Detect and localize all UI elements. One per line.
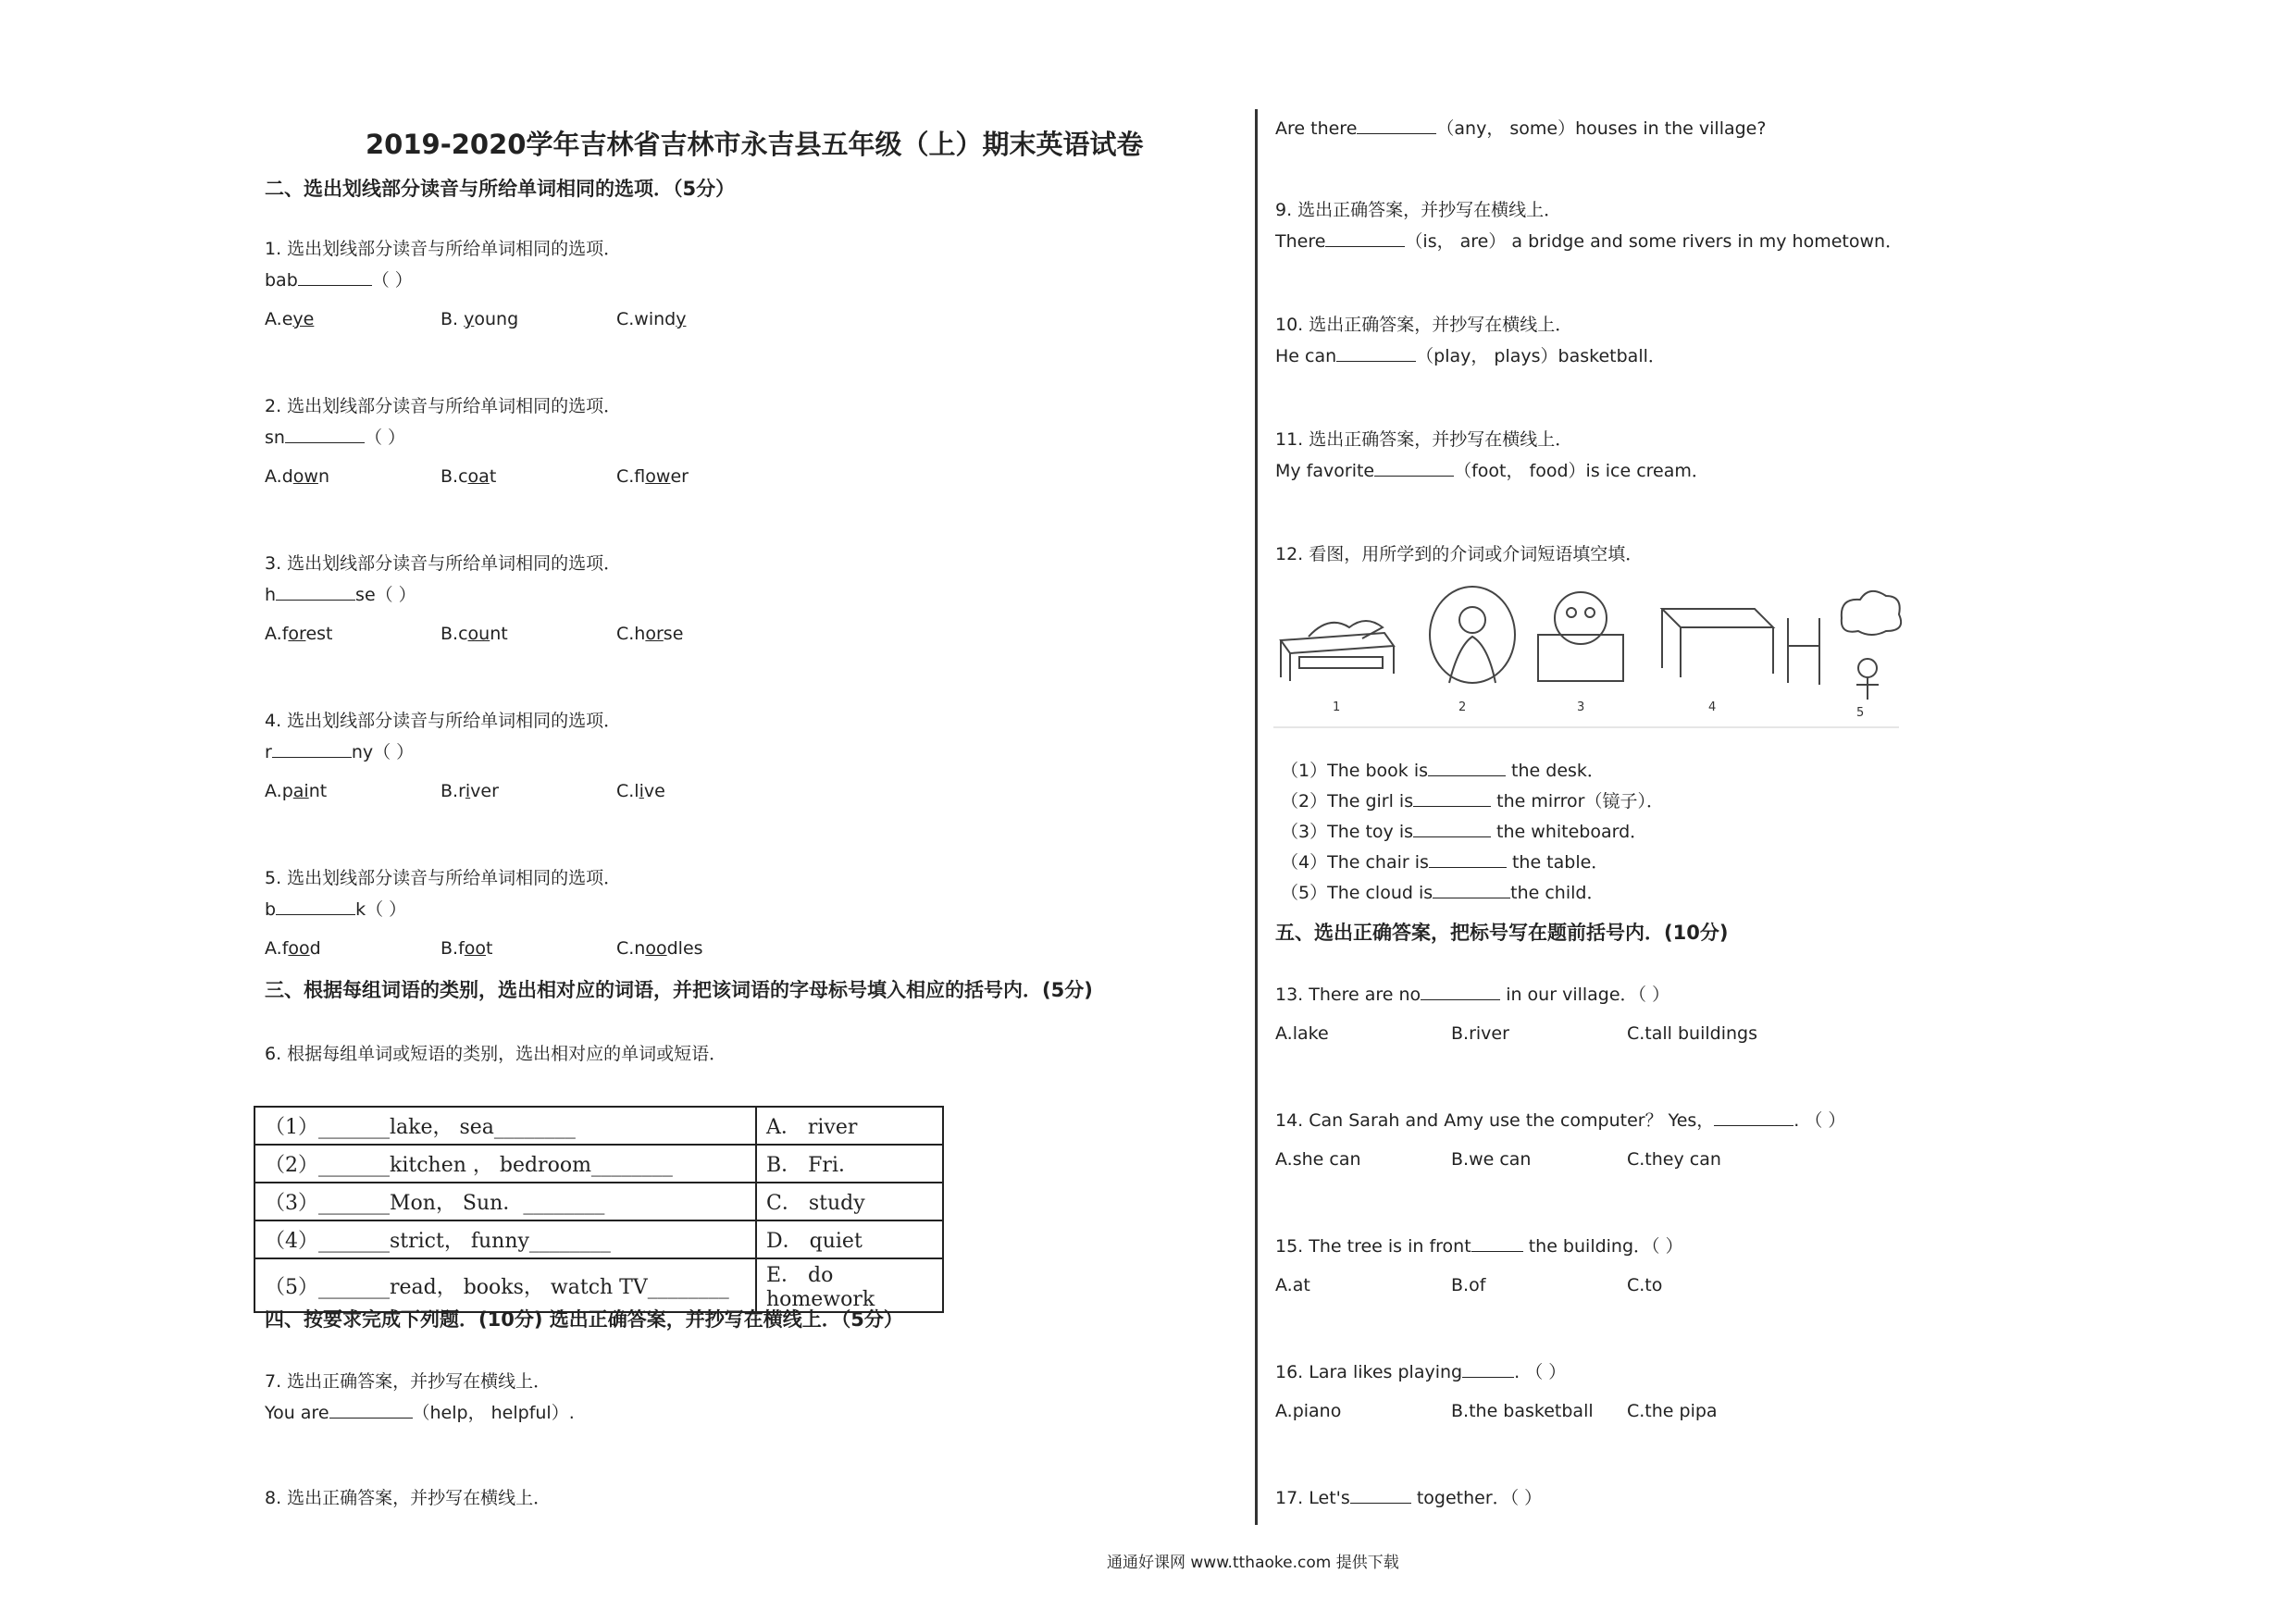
- table-row: [254, 1145, 943, 1183]
- q17-stem: 17. Let's together．（ ）: [1275, 1488, 1543, 1508]
- q9-sentence: There （is， are） a bridge and some rivers in my hometown．: [1275, 231, 1904, 252]
- q17-blank[interactable]: [1350, 1486, 1411, 1504]
- section-5-heading: 五、选出正确答案，把标号写在题前括号内．(10分): [1275, 922, 1729, 944]
- q4-word: r ny（ ）: [265, 742, 415, 762]
- q1-option-b[interactable]: B. young: [441, 309, 519, 329]
- q2-option-a[interactable]: A.down: [265, 466, 329, 487]
- table-cell-left: （3）_______Mon， Sun．________: [254, 1183, 756, 1220]
- q15-option-a[interactable]: A.at: [1275, 1275, 1310, 1295]
- q1-stem: 1. 选出划线部分读音与所给单词相同的选项．: [265, 239, 622, 259]
- q15-stem: 15. The tree is in front the building．（ ）: [1275, 1236, 1683, 1257]
- q12-blank-5[interactable]: [1433, 881, 1510, 898]
- q12-blank-1[interactable]: [1428, 759, 1506, 776]
- q3-option-c[interactable]: C.horse: [616, 624, 684, 644]
- q12-blank-4[interactable]: [1429, 850, 1507, 868]
- q7-blank[interactable]: [329, 1401, 413, 1419]
- q1-option-c[interactable]: C.windy: [616, 309, 687, 329]
- q4-blank[interactable]: [272, 740, 352, 758]
- page-title: 2019-2020学年吉林省吉林市永吉县五年级（上）期末英语试卷: [366, 129, 1144, 160]
- q9-stem: 9. 选出正确答案，并抄写在横线上．: [1275, 200, 1562, 220]
- q3-option-b[interactable]: B.count: [441, 624, 508, 644]
- q3-option-a[interactable]: A.forest: [265, 624, 333, 644]
- table-cell-right: B． Fri．: [756, 1145, 943, 1183]
- q4-option-c[interactable]: C.live: [616, 781, 665, 801]
- q2-option-b[interactable]: B.coat: [441, 466, 497, 487]
- toy-whiteboard-picture: [1538, 592, 1623, 681]
- q3-blank[interactable]: [276, 583, 355, 601]
- table-cell-left: （4）_______strict， funny________: [254, 1220, 756, 1258]
- q3-word: h se（ ）: [265, 585, 416, 605]
- q4-stem: 4. 选出划线部分读音与所给单词相同的选项．: [265, 711, 622, 731]
- table-cell-left: （5）_______read， books， watch TV________: [254, 1258, 756, 1312]
- q12-blank-2[interactable]: [1413, 789, 1491, 807]
- q10-blank[interactable]: [1336, 344, 1416, 362]
- pic-label-5: 5: [1856, 706, 1865, 720]
- q13-option-a[interactable]: A.lake: [1275, 1023, 1329, 1044]
- q12-line-2: （2）The girl is the mirror（镜子）．: [1281, 791, 1664, 812]
- q11-sentence: My favorite （foot， food）is ice cream．: [1275, 461, 1709, 481]
- q16-option-a[interactable]: A.piano: [1275, 1401, 1342, 1421]
- q10-sentence: He can （play， plays）basketball．: [1275, 346, 1666, 366]
- q5-blank[interactable]: [276, 898, 355, 915]
- q1-option-a[interactable]: A.eye: [265, 309, 315, 329]
- q12-picture-strip: [1273, 581, 1903, 729]
- q2-stem: 2. 选出划线部分读音与所给单词相同的选项．: [265, 396, 622, 416]
- q5-stem: 5. 选出划线部分读音与所给单词相同的选项．: [265, 868, 622, 888]
- q1-blank[interactable]: [298, 268, 372, 286]
- q5-option-c[interactable]: C.noodles: [616, 938, 703, 959]
- q14-option-b[interactable]: B.we can: [1451, 1149, 1532, 1170]
- table-cell-right: D． quiet: [756, 1220, 943, 1258]
- q13-stem: 13. There are no in our village．（ ）: [1275, 985, 1670, 1005]
- q5-option-a[interactable]: A.food: [265, 938, 321, 959]
- q8-blank[interactable]: [1357, 117, 1436, 134]
- table-row: [254, 1107, 943, 1145]
- q2-option-c[interactable]: C.flower: [616, 466, 689, 487]
- girl-mirror-picture: [1430, 587, 1515, 683]
- section-3-heading: 三、根据每组词语的类别，选出相对应的词语，并把该词语的字母标号填入相应的括号内．(5分): [265, 979, 1093, 1001]
- q16-blank[interactable]: [1462, 1360, 1514, 1378]
- q15-blank[interactable]: [1471, 1234, 1523, 1252]
- q12-line-4: （4）The chair is the table．: [1281, 852, 1609, 873]
- pic-label-2: 2: [1458, 700, 1467, 714]
- q6-stem: 6. 根据每组单词或短语的类别，选出相对应的单词或短语．: [265, 1044, 727, 1064]
- q2-word: sn （ ）: [265, 427, 405, 448]
- q9-blank[interactable]: [1325, 229, 1405, 247]
- q13-option-c[interactable]: C.tall buildings: [1627, 1023, 1757, 1044]
- q14-option-a[interactable]: A.she can: [1275, 1149, 1361, 1170]
- q8-sentence: Are there （any， some）houses in the village?: [1275, 118, 1767, 139]
- q7-sentence: You are （help， helpful）.: [265, 1403, 575, 1423]
- q16-option-c[interactable]: C.the pipa: [1627, 1401, 1718, 1421]
- pic-label-3: 3: [1577, 700, 1585, 714]
- q15-option-c[interactable]: C.to: [1627, 1275, 1663, 1295]
- table-row: [254, 1183, 943, 1220]
- q5-word: b k（ ）: [265, 899, 407, 920]
- q12-blank-3[interactable]: [1413, 820, 1491, 837]
- q12-line-3: （3）The toy is the whiteboard．: [1281, 822, 1648, 842]
- table-chair-picture: [1662, 609, 1819, 685]
- q5-option-b[interactable]: B.foot: [441, 938, 493, 959]
- section-2-heading: 二、选出划线部分读音与所给单词相同的选项．（5分）: [265, 178, 736, 200]
- q3-stem: 3. 选出划线部分读音与所给单词相同的选项．: [265, 553, 622, 574]
- pic-label-4: 4: [1708, 700, 1717, 714]
- section-4-heading: 四、按要求完成下列题．(10分) 选出正确答案，并抄写在横线上．（5分）: [265, 1308, 903, 1331]
- q16-stem: 16. Lara likes playing . （ ）: [1275, 1362, 1567, 1382]
- q4-option-b[interactable]: B.river: [441, 781, 499, 801]
- q1-word: bab （ ）: [265, 270, 413, 291]
- q8-stem: 8. 选出正确答案，并抄写在横线上．: [265, 1488, 552, 1508]
- q11-stem: 11. 选出正确答案，并抄写在横线上．: [1275, 429, 1573, 450]
- q12-line-1: （1）The book is the desk．: [1281, 761, 1605, 781]
- q13-option-b[interactable]: B.river: [1451, 1023, 1509, 1044]
- q13-blank[interactable]: [1421, 983, 1500, 1000]
- table-row: [254, 1220, 943, 1258]
- q14-blank[interactable]: [1714, 1109, 1793, 1126]
- q11-blank[interactable]: [1374, 459, 1454, 477]
- table-cell-left: （2）_______kitchen ， bedroom________: [254, 1145, 756, 1183]
- page-footer: 通通好课网 www.tthaoke.com 提供下载: [1107, 1554, 1399, 1572]
- pic-label-1: 1: [1333, 700, 1341, 714]
- q14-stem: 14. Can Sarah and Amy use the computer？ Yes， . （ ）: [1275, 1110, 1846, 1131]
- table-cell-left: （1）_______lake， sea________: [254, 1107, 756, 1145]
- word-category-table: [254, 1106, 944, 1313]
- q14-option-c[interactable]: C.they can: [1627, 1149, 1721, 1170]
- desk-book-picture: [1281, 621, 1394, 681]
- table-cell-right: C． study: [756, 1183, 943, 1220]
- q10-stem: 10. 选出正确答案，并抄写在横线上．: [1275, 315, 1573, 335]
- q12-line-5: （5）The cloud is the child．: [1281, 883, 1605, 903]
- q15-option-b[interactable]: B.of: [1451, 1275, 1486, 1295]
- q16-option-b[interactable]: B.the basketball: [1451, 1401, 1594, 1421]
- q12-stem: 12. 看图，用所学到的介词或介词短语填空填．: [1275, 544, 1644, 564]
- q4-option-a[interactable]: A.paint: [265, 781, 328, 801]
- q2-blank[interactable]: [285, 426, 365, 443]
- table-cell-right: A． river: [756, 1107, 943, 1145]
- column-divider: [1255, 109, 1258, 1525]
- cloud-child-picture: [1842, 591, 1901, 700]
- table-cell-right: E． do homework: [756, 1258, 943, 1312]
- q7-stem: 7. 选出正确答案，并抄写在横线上．: [265, 1371, 552, 1392]
